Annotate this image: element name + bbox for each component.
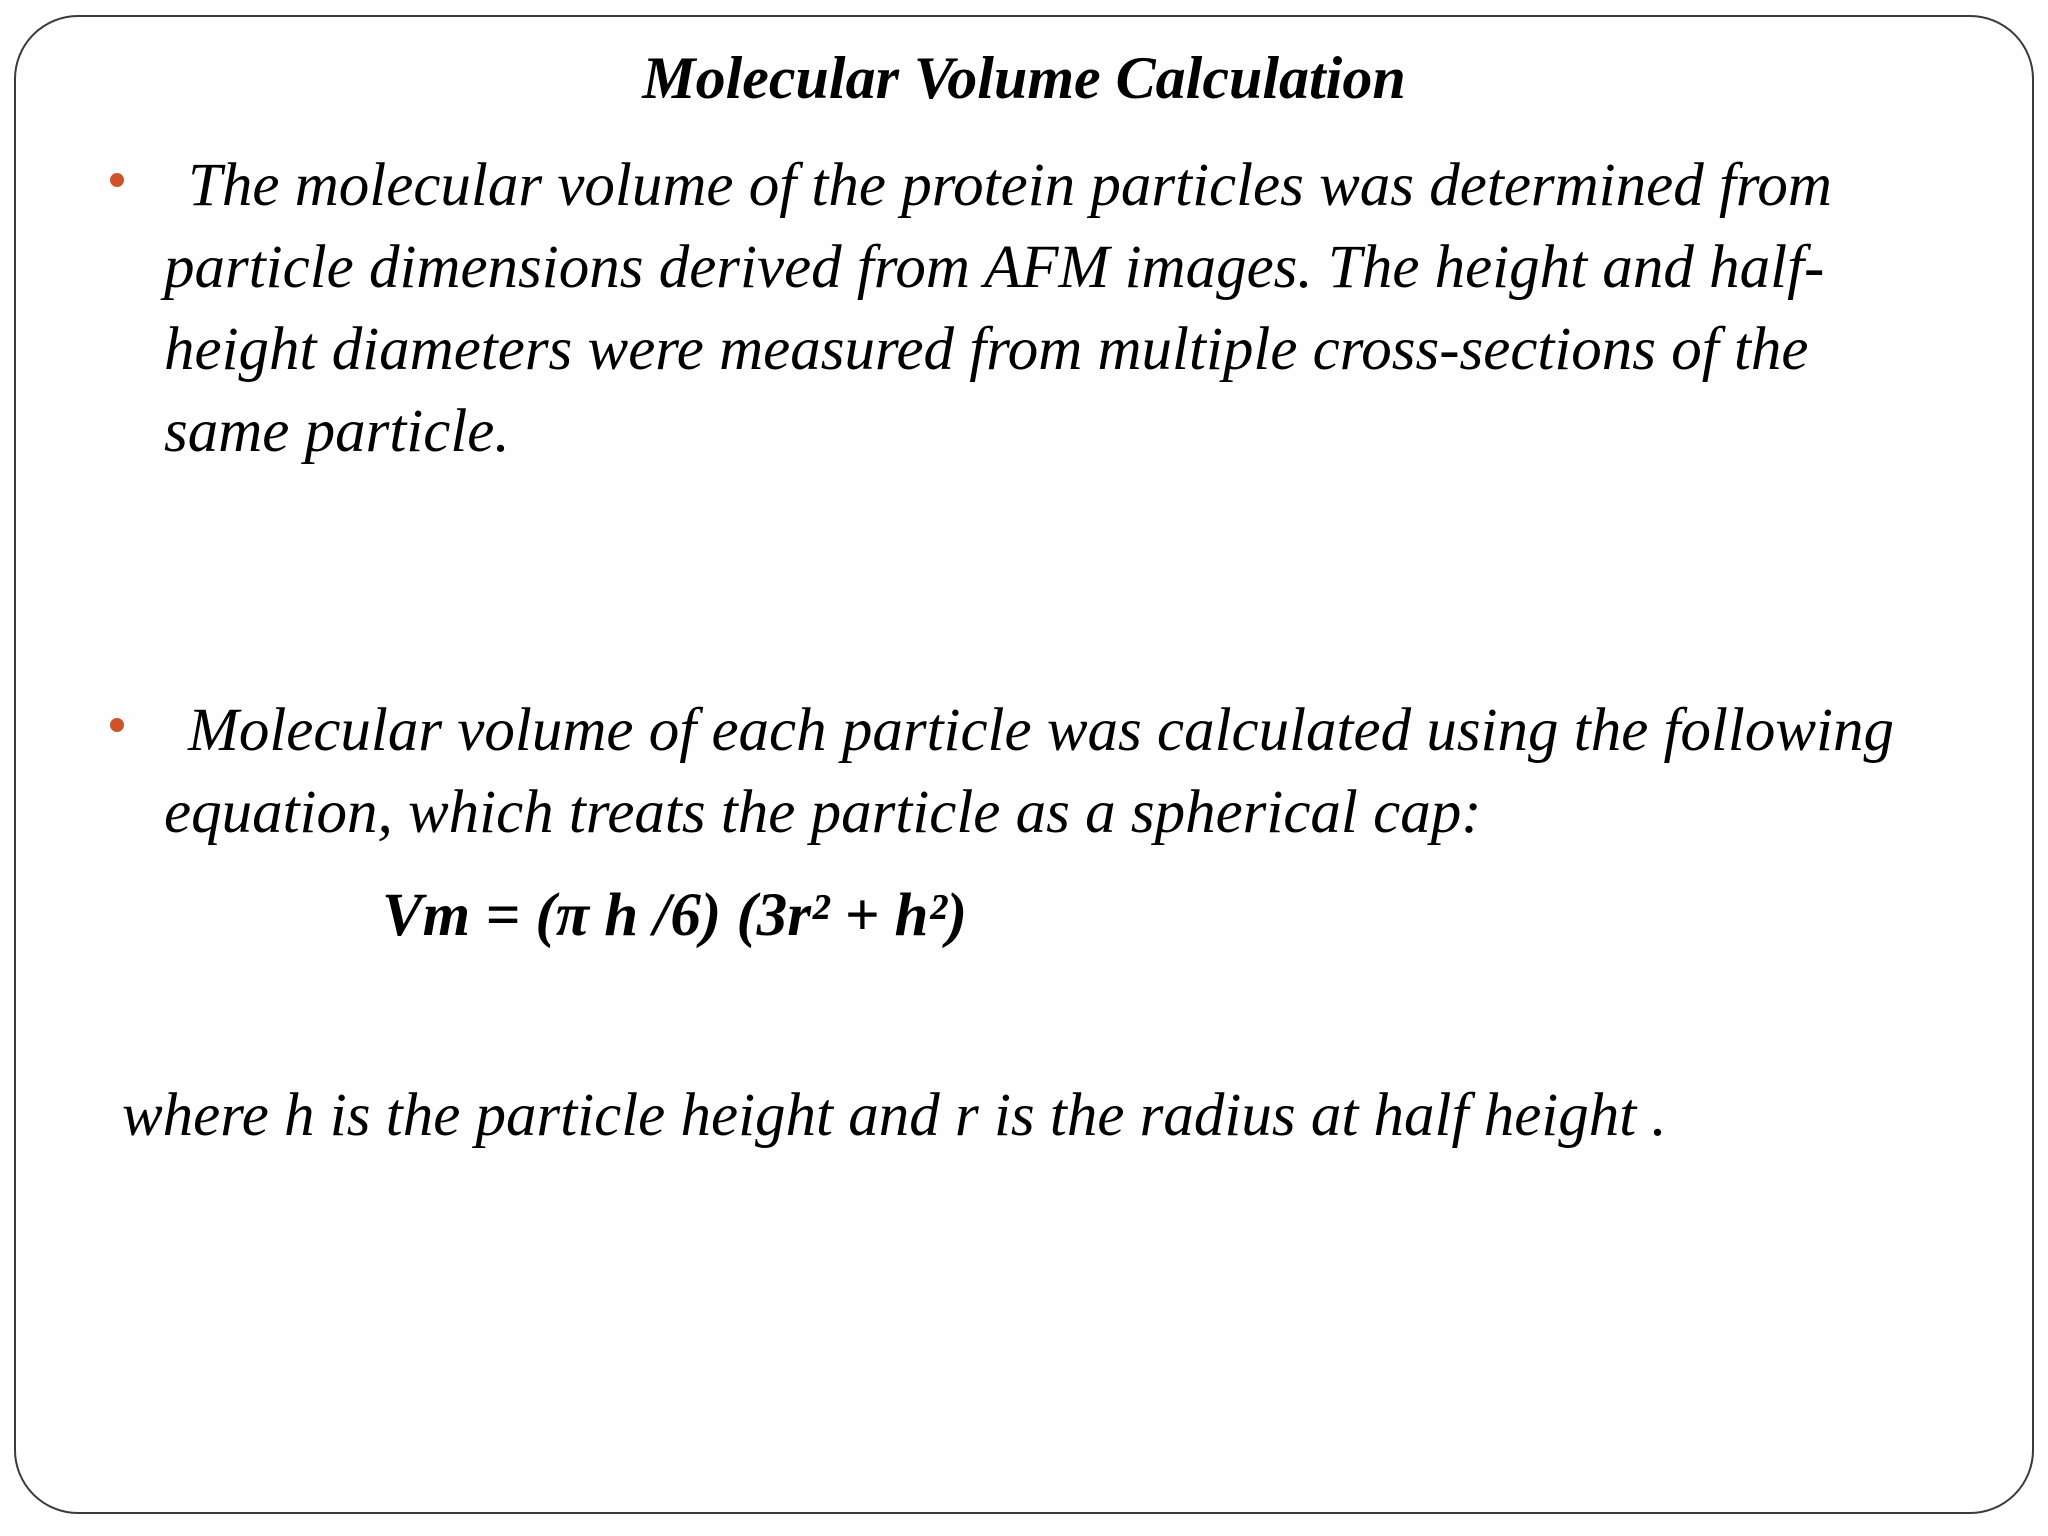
- bullet-item-2: [110, 690, 1940, 854]
- bullet-text-1: The molecular volume of the protein particles was determined from particle dimensions derived from AFM images. The height and half-height diameters were measured from multiple cross-sections of the same particle.: [164, 152, 1832, 465]
- bullet-item-1: [110, 145, 1940, 473]
- slide-title: Molecular Volume Calculation: [642, 45, 1406, 111]
- bullet-text-2: Molecular volume of each particle was calculated using the following equation, which treats the particle as a spherical cap:: [164, 697, 1895, 846]
- bullet-dot-icon: [110, 173, 124, 187]
- volume-equation: Vm = (π h /6) (3r² + h²): [382, 882, 968, 949]
- equation-variable-note: where h is the particle height and r is the radius at half height .: [122, 1082, 1667, 1149]
- bullet-dot-icon: [110, 718, 124, 732]
